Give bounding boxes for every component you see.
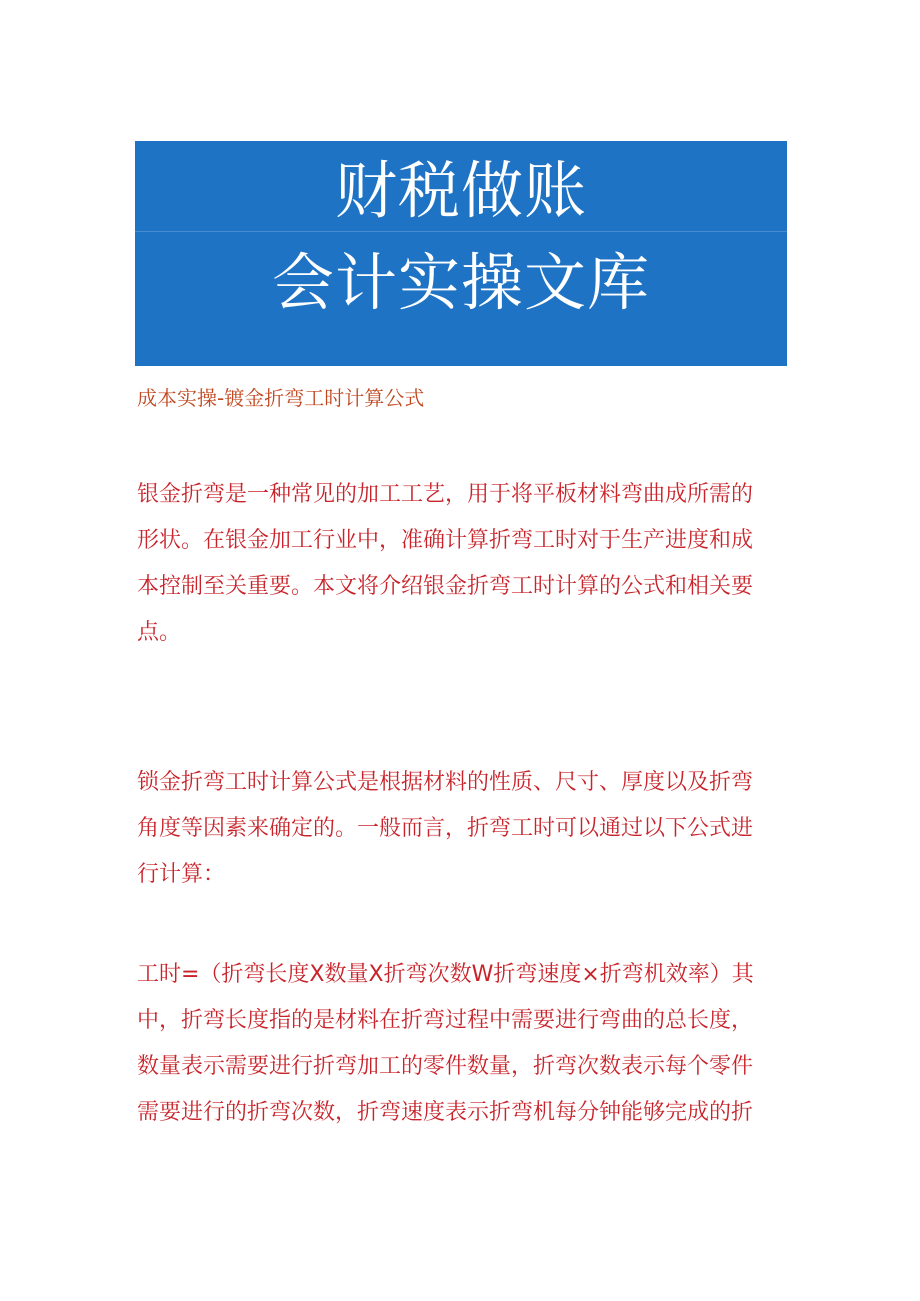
paragraph-line: 中，折弯长度指的是材料在折弯过程中需要进行弯曲的总长度， <box>137 1008 754 1033</box>
title-banner <box>135 141 787 366</box>
paragraph-intro <box>137 472 787 656</box>
paragraph-formula-intro <box>137 760 787 898</box>
paragraph-line: 本控制至关重要。本文将介绍银金折弯工时计算的公式和相关要 <box>137 574 754 599</box>
paragraph-line: 需要进行的折弯次数，折弯速度表示折弯机每分钟能够完成的折 <box>137 1100 754 1125</box>
banner-divider <box>135 231 787 232</box>
paragraph-line: 点。 <box>137 620 182 645</box>
paragraph-formula <box>137 952 787 1136</box>
paragraph-line: 数量表示需要进行折弯加工的零件数量，折弯次数表示每个零件 <box>137 1054 754 1079</box>
banner-title-line-2: 会计实操文库 <box>271 246 650 319</box>
paragraph-line: 角度等因素来确定的。一般而言，折弯工时可以通过以下公式进 <box>137 816 754 841</box>
paragraph-line: 银金折弯是一种常见的加工工艺，用于将平板材料弯曲成所需的 <box>137 482 754 507</box>
document-subtitle: 成本实操-镀金折弯工时计算公式 <box>137 386 425 410</box>
paragraph-line: 锁金折弯工时计算公式是根据材料的性质、尺寸、厚度以及折弯 <box>137 770 754 795</box>
banner-title-line-1: 财税做账 <box>334 154 587 227</box>
paragraph-line: 工时=（折弯长度X数量X折弯次数W折弯速度×折弯机效率）其 <box>137 962 754 987</box>
paragraph-line: 行计算： <box>137 862 226 887</box>
paragraph-line: 形状。在银金加工行业中，准确计算折弯工时对于生产进度和成 <box>137 528 754 553</box>
